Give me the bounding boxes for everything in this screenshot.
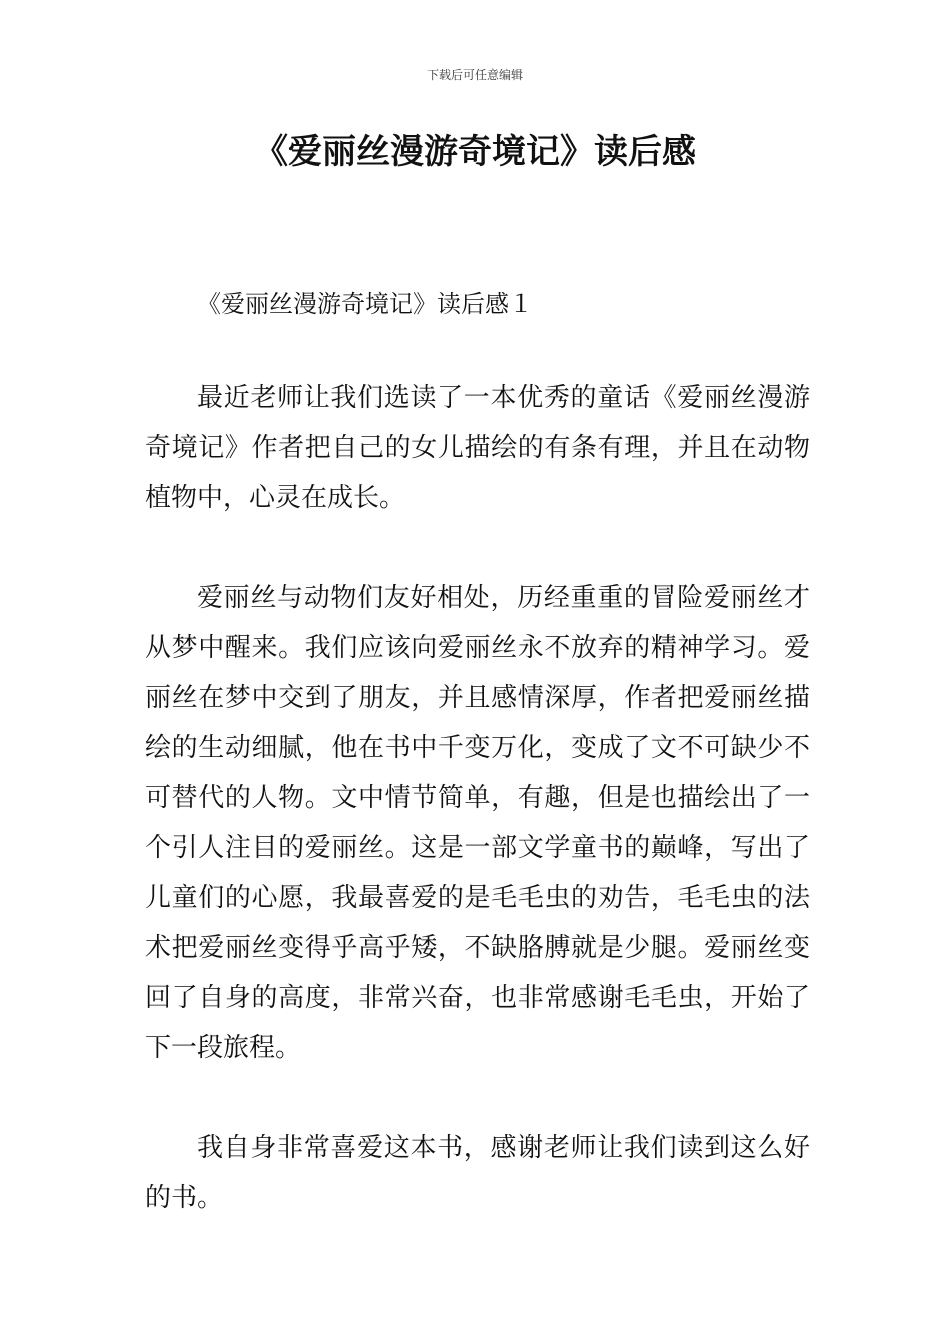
paragraph-1: 最近老师让我们选读了一本优秀的童话《爱丽丝漫游奇境记》作者把自己的女儿描绘的有条有理，并且在动物植物中，心灵在成长。 (145, 383, 810, 513)
header-note: 下载后可任意编辑 (426, 68, 523, 82)
paragraph-3: 我自身非常喜爱这本书，感谢老师让我们读到这么好的书。 (145, 1133, 810, 1213)
document-title: 《爱丽丝漫游奇境记》读后感 (254, 132, 696, 172)
section-heading: 《爱丽丝漫游奇境记》读后感１ (197, 290, 533, 318)
paragraph-2: 爱丽丝与动物们友好相处，历经重重的冒险爱丽丝才从梦中醒来。我们应该向爱丽丝永不放弃的精神学习。爱丽丝在梦中交到了朋友，并且感情深厚，作者把爱丽丝描绘的生动细腻，他在书中千变万化，变成了文不可缺少不可替代的人物。文中情节简单，有趣，但是也描绘出了一个引人注目的爱丽丝。这是一部文学童书的巅峰，写出了儿童们的心愿，我最喜爱的是毛毛虫的劝告，毛毛虫的法术把爱丽丝变得乎高乎矮，不缺胳膊就是少腿。爱丽丝变回了自身的高度，非常兴奋，也非常感谢毛毛虫，开始了下一段旅程。 (145, 583, 810, 1063)
